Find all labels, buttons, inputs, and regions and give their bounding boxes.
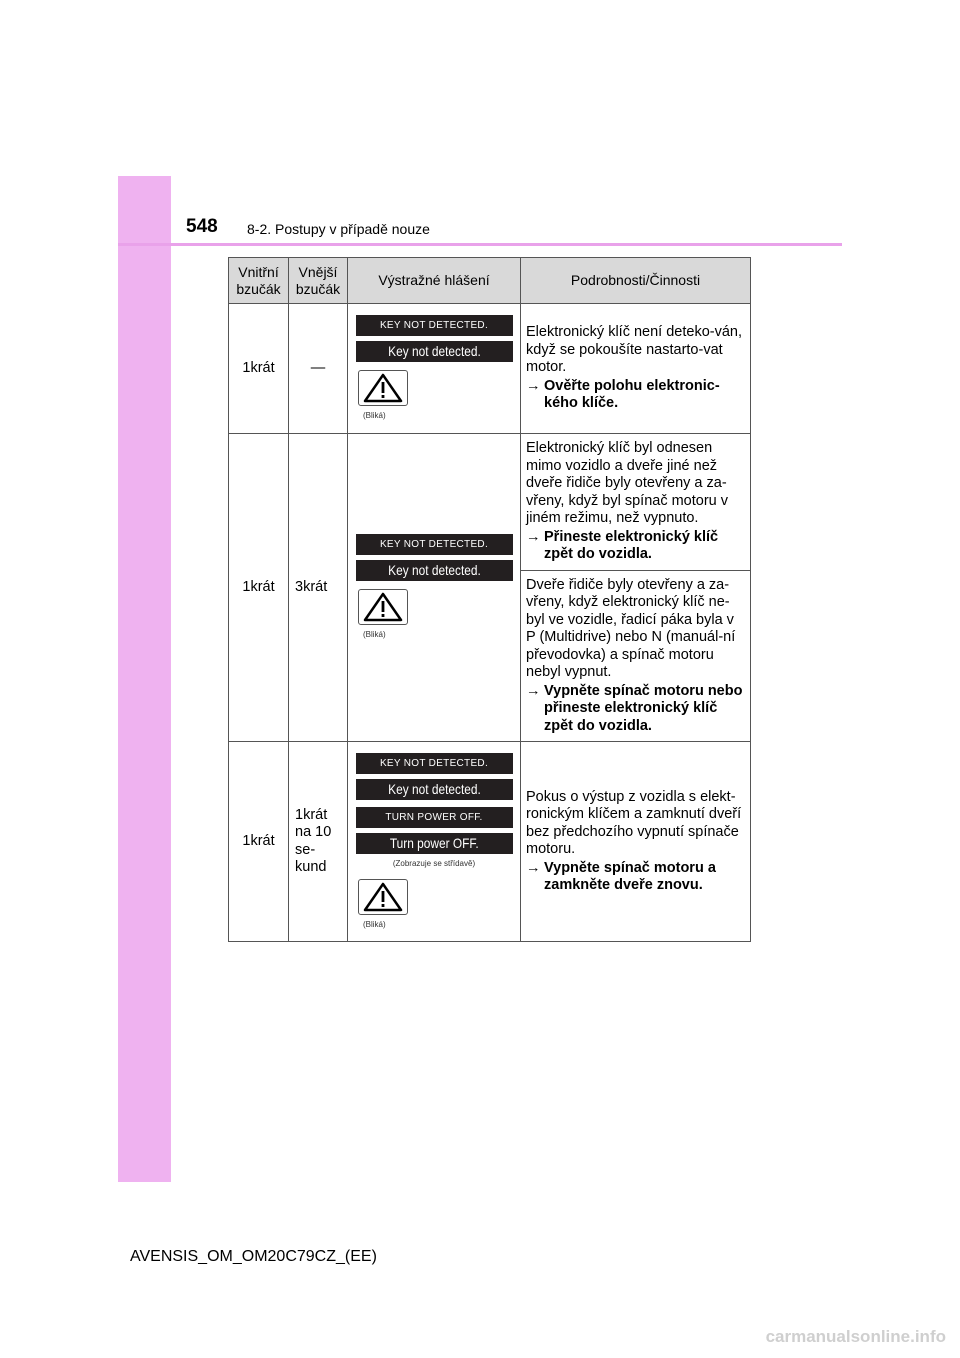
table-row: [229, 304, 751, 434]
table-row: [229, 434, 751, 571]
arrow-icon: →: [526, 528, 541, 545]
warning-triangle-icon: [358, 370, 408, 406]
action-text: Přineste elektronický klíč zpět do vozidla.: [544, 528, 719, 562]
warning-table: [228, 257, 751, 942]
details-cell: [521, 434, 751, 571]
inner-buzzer-cell: 1krát: [229, 434, 289, 742]
header-warning-message: Výstražné hlášení: [348, 258, 521, 304]
warning-triangle-icon: [358, 589, 408, 625]
warning-triangle-icon: [358, 879, 408, 915]
inner-buzzer-cell: 1krát: [229, 742, 289, 942]
details-cell: [521, 570, 751, 742]
details-cell: [521, 304, 751, 434]
inner-buzzer-cell: 1krát: [229, 304, 289, 434]
details-cell: [521, 742, 751, 942]
blink-label: (Bliká): [363, 919, 386, 929]
message-cell: [348, 304, 521, 434]
arrow-icon: →: [526, 377, 541, 394]
message-cell: [348, 742, 521, 942]
watermark: carmanualsonline.info: [765, 1327, 946, 1346]
message-bar-caps: KEY NOT DETECTED.: [356, 534, 513, 555]
blink-label: (Bliká): [363, 411, 386, 421]
page-number: 548: [186, 216, 218, 237]
outer-buzzer-cell: [289, 742, 348, 942]
section-title: 8-2. Postupy v případě nouze: [247, 221, 430, 237]
action-text: Vypněte spínač motoru nebo přineste elektronický klíč zpět do vozidla.: [544, 682, 743, 734]
outer-buzzer-cell: —: [289, 304, 348, 434]
alternate-label: (Zobrazuje se střídavě): [392, 859, 476, 868]
header-details: Podrobnosti/Činnosti: [521, 258, 751, 304]
message-bar-mixed: Key not detected.: [356, 779, 513, 800]
detail-text: Elektronický klíč byl odnesen mimo vozidlo a dveře jiné než dveře řidiče byly otevřeny a za-vřeny, když byl spínač motoru v jiném režimu, než vypnuto.: [526, 440, 729, 526]
message-bar-mixed: Turn power OFF.: [356, 833, 513, 854]
action-text: Ověřte polohu elektronic-kého klíče.: [544, 377, 720, 412]
document-footer: AVENSIS_OM_OM20C79CZ_(EE): [130, 1248, 377, 1265]
table-row: [229, 742, 751, 942]
header-inner-buzzer: Vnitřní bzučák: [229, 258, 289, 304]
header-outer-buzzer: Vnější bzučák: [289, 258, 348, 304]
detail-text: Dveře řidiče byly otevřeny a za-vřeny, když elektronický klíč ne-byl ve vozidle, řadicí páka byla v P (Multidrive) nebo N (manuál-ní převodovka) a spínač motoru nebyl vypnut.: [526, 576, 736, 680]
message-bar-caps: KEY NOT DETECTED.: [356, 315, 513, 336]
detail-text: Elektronický klíč není deteko-ván, když se pokoušíte nastarto-vat motor.: [526, 324, 742, 376]
message-bar-caps: TURN POWER OFF.: [356, 807, 513, 828]
detail-text: Pokus o výstup z vozidla s elekt-ronickým klíčem a zamknutí dveří bez předchozího vypnutí spínače motoru.: [526, 788, 742, 857]
table-header-row: [229, 258, 751, 304]
chapter-side-tab: [118, 176, 171, 1182]
action-text: Vypněte spínač motoru a zamkněte dveře znovu.: [544, 859, 716, 893]
message-bar-caps: KEY NOT DETECTED.: [356, 753, 513, 774]
blink-label: (Bliká): [363, 630, 386, 640]
message-bar-mixed: Key not detected.: [356, 560, 513, 581]
message-cell: [348, 434, 521, 742]
arrow-icon: →: [526, 859, 541, 876]
header-rule: [118, 243, 842, 246]
outer-buzzer-text: 1krát na 10 se-kund: [295, 806, 332, 875]
arrow-icon: →: [526, 682, 541, 699]
outer-buzzer-cell: 3krát: [289, 434, 348, 742]
message-bar-mixed: Key not detected.: [356, 341, 513, 362]
